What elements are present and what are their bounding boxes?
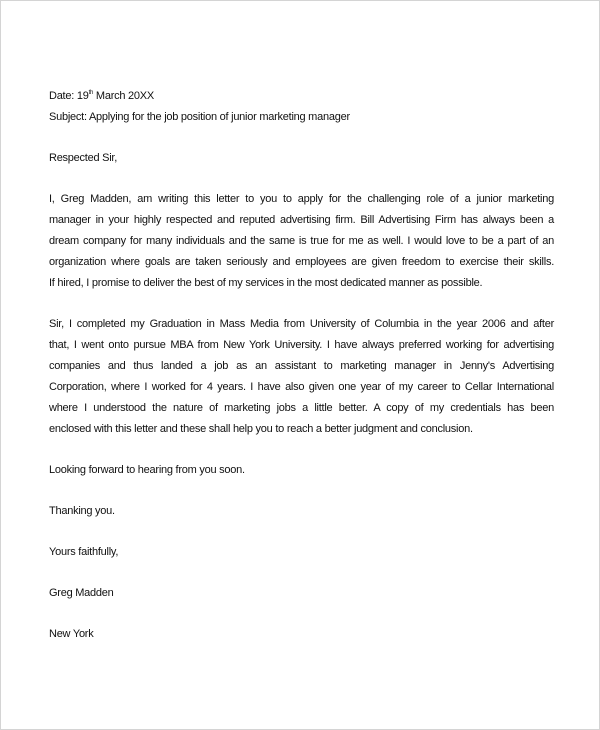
paragraph2-line: enclosed with this letter and these shall help you to reach a better judgment and conclusion. xyxy=(49,423,473,435)
paragraph2-line: where I understood the nature of marketing jobs a little better. A copy of my credentials has been xyxy=(49,402,554,414)
sender-name: Greg Madden xyxy=(49,587,114,599)
sign-off: Yours faithfully, xyxy=(49,546,119,558)
paragraph1-line: If hired, I promise to deliver the best of my services in the most dedicated manner as possible. xyxy=(49,277,483,289)
closing-line: Looking forward to hearing from you soon. xyxy=(49,464,245,476)
paragraph1-line: organization where goals are taken seriously and employees are given freedom to exercise their skills. xyxy=(49,256,554,268)
date-month-year: March 20XX xyxy=(93,90,154,102)
paragraph1-line: dream company for many individuals and the same is true for me as well. I would love to be a part of an xyxy=(49,235,554,247)
salutation: Respected Sir, xyxy=(49,152,118,164)
paragraph2-line: Corporation, where I worked for 4 years. I have also given one year of my career to Cellar International xyxy=(49,381,554,393)
sender-location: New York xyxy=(49,628,94,640)
date-line xyxy=(49,86,554,107)
date-text: Date: 19 xyxy=(49,90,89,102)
subject-line: Subject: Applying for the job position of junior marketing manager xyxy=(49,111,350,123)
date-ordinal: th xyxy=(88,90,94,96)
paragraph2-line: companies and thus landed a job as an assistant to marketing manager in Jenny's Advertising xyxy=(49,360,554,372)
paragraph2-line: Sir, I completed my Graduation in Mass Media from University of Columbia in the year 2006 and after xyxy=(49,318,554,330)
paragraph2-line: that, I went onto pursue MBA from New York University. I have always preferred working for advertising xyxy=(49,339,554,351)
paragraph1-line: manager in your highly respected and reputed advertising firm. Bill Advertising Firm has always been a xyxy=(49,214,554,226)
paragraph1-line: I, Greg Madden, am writing this letter to you to apply for the challenging role of a junior marketing xyxy=(49,193,554,205)
thanks-line: Thanking you. xyxy=(49,505,115,517)
